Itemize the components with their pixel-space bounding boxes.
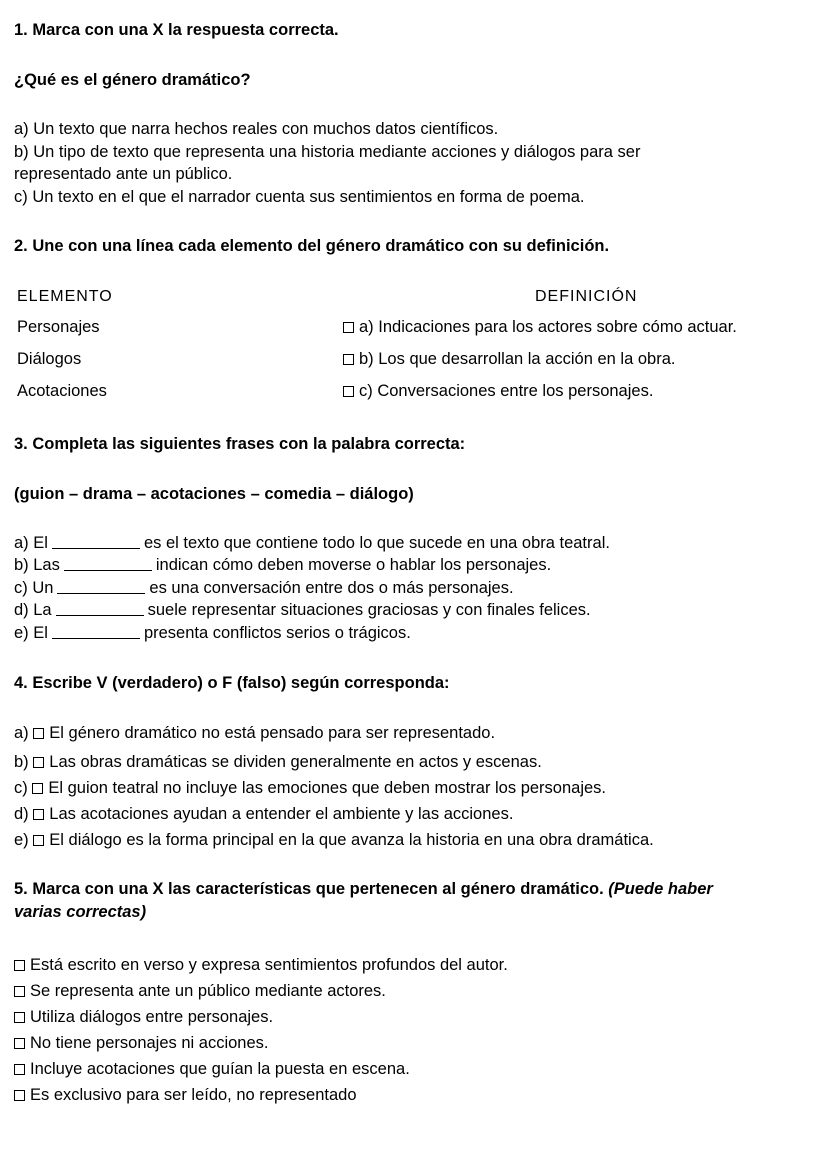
checkbox-icon[interactable] bbox=[14, 1064, 25, 1075]
option-c: c) Un texto en el que el narrador cuenta sus sentimientos en forma de poema. bbox=[14, 188, 585, 206]
section-5-title: 5. Marca con una X las características que pertenecen al género dramático. (Puede haber bbox=[14, 880, 713, 898]
section-5-note: (Puede haber bbox=[608, 880, 713, 898]
characteristic-item: No tiene personajes ni acciones. bbox=[14, 1033, 268, 1054]
characteristic-item: Utiliza diálogos entre personajes. bbox=[14, 1007, 273, 1028]
checkbox-icon[interactable] bbox=[14, 1012, 25, 1023]
fill-in-item: b) Las indican cómo deben moverse o hablar los personajes. bbox=[14, 556, 552, 574]
true-false-item: b) Las obras dramáticas se dividen generalmente en actos y escenas. bbox=[14, 753, 542, 771]
section-4-title: 4. Escribe V (verdadero) o F (falso) según corresponda: bbox=[14, 674, 450, 692]
definition-item bbox=[343, 349, 675, 370]
answer-blank[interactable] bbox=[64, 560, 152, 571]
element-item: Personajes bbox=[17, 318, 100, 336]
element-item: Acotaciones bbox=[17, 382, 107, 400]
definition-item bbox=[343, 317, 737, 338]
definition-text: b) Los que desarrollan la acción en la obra. bbox=[359, 350, 676, 368]
section-1-question: ¿Qué es el género dramático? bbox=[14, 71, 251, 89]
element-item: Diálogos bbox=[17, 350, 82, 368]
true-false-item: c) El guion teatral no incluye las emociones que deben mostrar los personajes. bbox=[14, 779, 607, 797]
checkbox-icon[interactable] bbox=[343, 386, 354, 397]
option-a: a) Un texto que narra hechos reales con muchos datos científicos. bbox=[14, 120, 499, 138]
definition-text: c) Conversaciones entre los personajes. bbox=[359, 382, 654, 400]
checkbox-icon[interactable] bbox=[14, 1090, 25, 1101]
true-false-item: e) El diálogo es la forma principal en la que avanza la historia en una obra dramática. bbox=[14, 831, 654, 849]
checkbox-icon[interactable] bbox=[33, 728, 44, 739]
characteristic-item: Es exclusivo para ser leído, no representado bbox=[14, 1085, 357, 1106]
fill-in-item: e) El presenta conflictos serios o trágicos. bbox=[14, 624, 411, 642]
column-header-element: ELEMENTO bbox=[17, 288, 113, 305]
section-3-title: 3. Completa las siguientes frases con la palabra correcta: bbox=[14, 435, 466, 453]
word-bank: (guion – drama – acotaciones – comedia – diálogo) bbox=[14, 485, 414, 503]
characteristic-item: Está escrito en verso y expresa sentimientos profundos del autor. bbox=[14, 955, 508, 976]
characteristic-item: Se representa ante un público mediante actores. bbox=[14, 981, 386, 1002]
true-false-item: a) El género dramático no está pensado para ser representado. bbox=[14, 724, 496, 742]
checkbox-icon[interactable] bbox=[343, 354, 354, 365]
fill-in-item: a) El es el texto que contiene todo lo que sucede en una obra teatral. bbox=[14, 534, 610, 552]
answer-blank[interactable] bbox=[57, 583, 145, 594]
answer-blank[interactable] bbox=[52, 538, 140, 549]
fill-in-item: d) La suele representar situaciones graciosas y con finales felices. bbox=[14, 601, 591, 619]
checkbox-icon[interactable] bbox=[14, 1038, 25, 1049]
definition-text: a) Indicaciones para los actores sobre cómo actuar. bbox=[359, 318, 737, 336]
checkbox-icon[interactable] bbox=[33, 809, 44, 820]
option-b-line1: b) Un tipo de texto que representa una historia mediante acciones y diálogos para ser bbox=[14, 143, 641, 161]
definition-item bbox=[343, 381, 653, 402]
checkbox-icon[interactable] bbox=[33, 835, 44, 846]
section-5-note-line2: varias correctas) bbox=[14, 903, 147, 921]
checkbox-icon[interactable] bbox=[343, 322, 354, 333]
column-header-definition: DEFINICIÓN bbox=[535, 288, 638, 305]
checkbox-icon[interactable] bbox=[14, 986, 25, 997]
characteristic-item: Incluye acotaciones que guían la puesta en escena. bbox=[14, 1059, 410, 1080]
section-2-title: 2. Une con una línea cada elemento del género dramático con su definición. bbox=[14, 237, 610, 255]
checkbox-icon[interactable] bbox=[14, 960, 25, 971]
section-1-title: 1. Marca con una X la respuesta correcta. bbox=[14, 21, 339, 39]
checkbox-icon[interactable] bbox=[32, 783, 43, 794]
answer-blank[interactable] bbox=[52, 628, 140, 639]
option-b-line2: representado ante un público. bbox=[14, 165, 233, 183]
answer-blank[interactable] bbox=[56, 605, 144, 616]
true-false-item: d) Las acotaciones ayudan a entender el ambiente y las acciones. bbox=[14, 805, 514, 823]
fill-in-item: c) Un es una conversación entre dos o más personajes. bbox=[14, 579, 514, 597]
checkbox-icon[interactable] bbox=[33, 757, 44, 768]
